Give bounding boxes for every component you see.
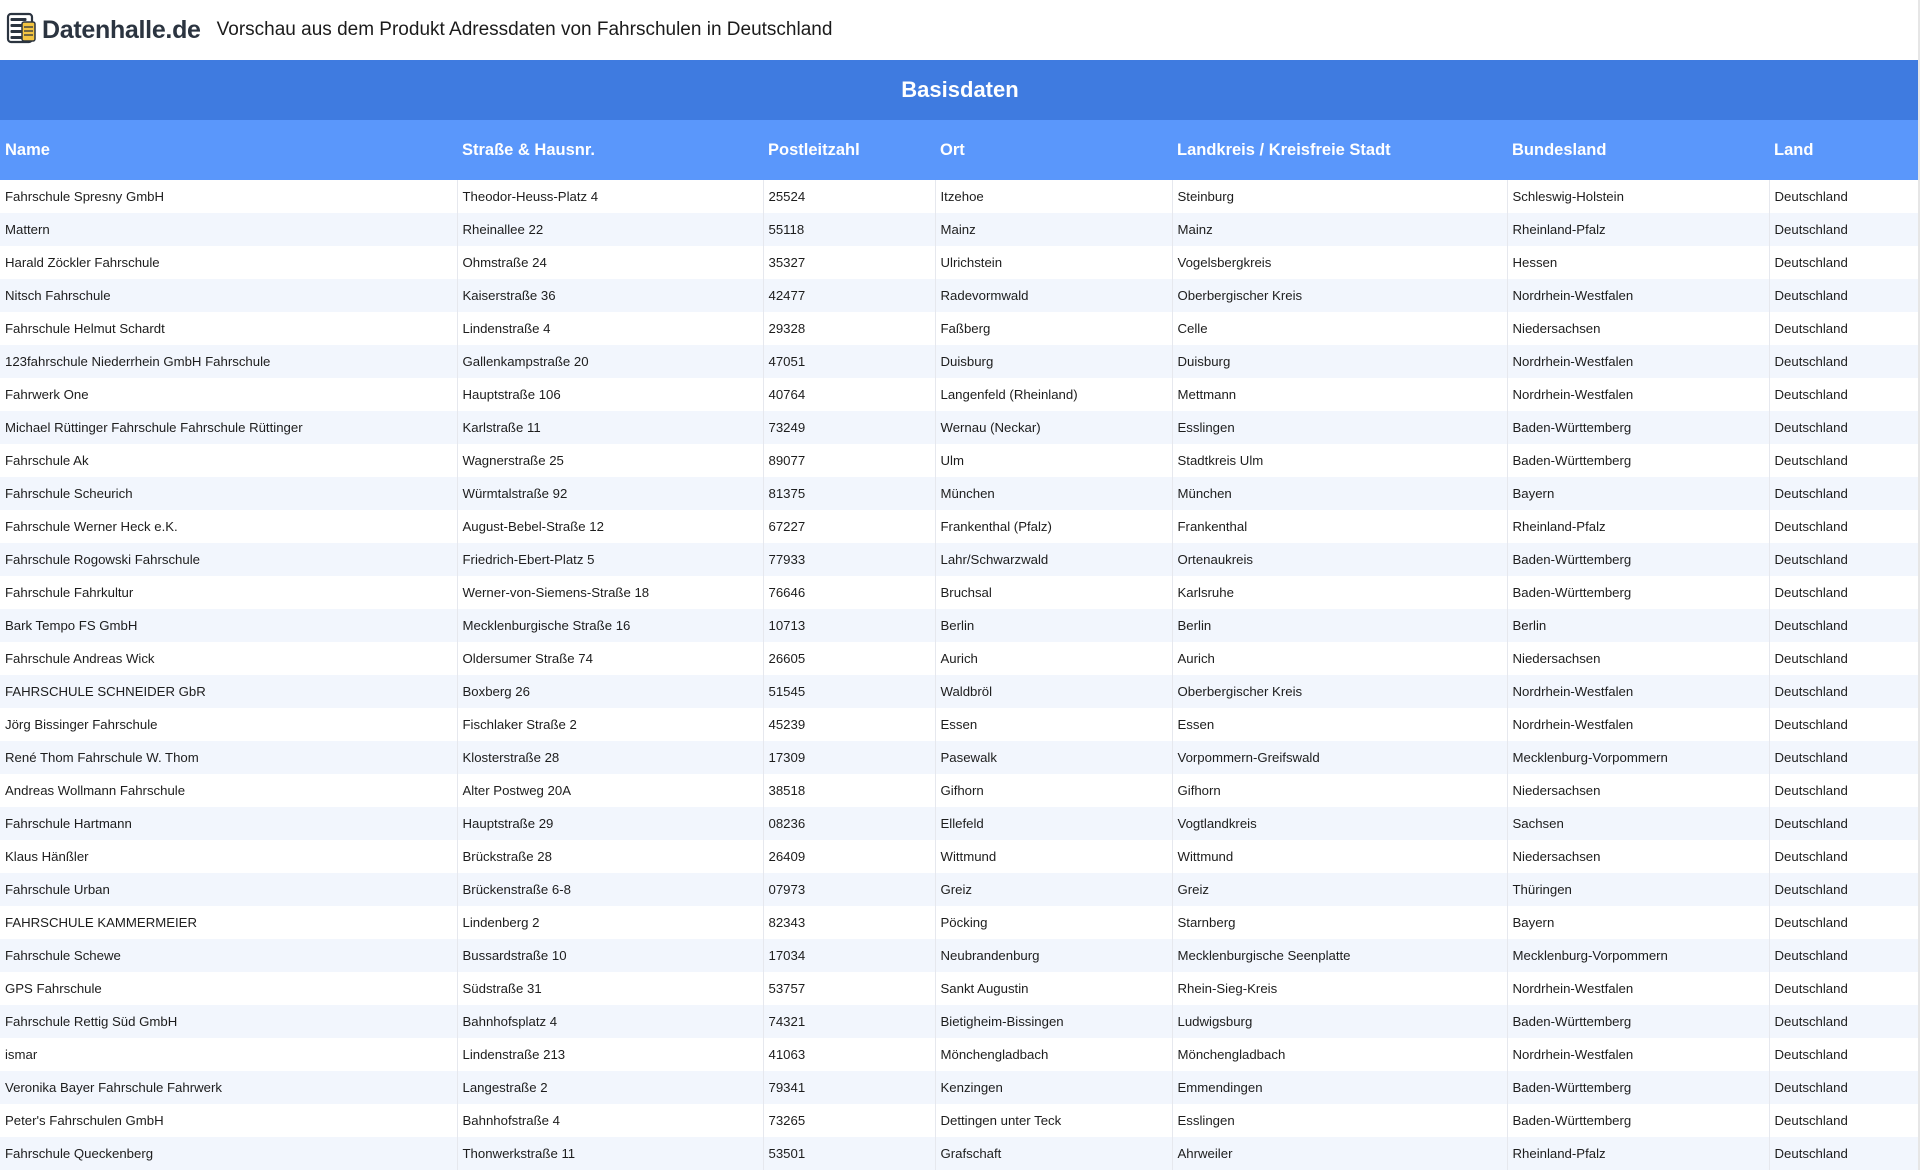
- street-cell: Bahnhofstraße 4: [457, 1104, 763, 1137]
- postcode-cell: 38518: [763, 774, 935, 807]
- name-cell: Andreas Wollmann Fahrschule: [0, 774, 457, 807]
- city-cell: Bruchsal: [935, 576, 1172, 609]
- table-row[interactable]: [0, 1071, 1920, 1104]
- name-cell: Fahrschule Fahrkultur: [0, 576, 457, 609]
- street-cell: Werner-von-Siemens-Straße 18: [457, 576, 763, 609]
- city-cell: Mainz: [935, 213, 1172, 246]
- street-cell: Friedrich-Ebert-Platz 5: [457, 543, 763, 576]
- postcode-cell: 40764: [763, 378, 935, 411]
- street-cell: August-Bebel-Straße 12: [457, 510, 763, 543]
- city-cell: Frankenthal (Pfalz): [935, 510, 1172, 543]
- table-row[interactable]: [0, 906, 1920, 939]
- street-cell: Lindenstraße 4: [457, 312, 763, 345]
- country-cell: Deutschland: [1769, 444, 1920, 477]
- city-cell: Gifhorn: [935, 774, 1172, 807]
- name-cell: Fahrschule Andreas Wick: [0, 642, 457, 675]
- column-header[interactable]: Ort: [935, 120, 1172, 180]
- city-cell: Ulm: [935, 444, 1172, 477]
- street-cell: Fischlaker Straße 2: [457, 708, 763, 741]
- district-cell: Stadtkreis Ulm: [1172, 444, 1507, 477]
- city-cell: Neubrandenburg: [935, 939, 1172, 972]
- postcode-cell: 10713: [763, 609, 935, 642]
- name-cell: Bark Tempo FS GmbH: [0, 609, 457, 642]
- country-cell: Deutschland: [1769, 642, 1920, 675]
- postcode-cell: 41063: [763, 1038, 935, 1071]
- district-cell: Oberbergischer Kreis: [1172, 279, 1507, 312]
- country-cell: Deutschland: [1769, 345, 1920, 378]
- top-bar: [0, 0, 1920, 60]
- district-cell: Steinburg: [1172, 180, 1507, 213]
- city-cell: Bietigheim-Bissingen: [935, 1005, 1172, 1038]
- district-cell: Berlin: [1172, 609, 1507, 642]
- country-cell: Deutschland: [1769, 609, 1920, 642]
- country-cell: Deutschland: [1769, 213, 1920, 246]
- postcode-cell: 26409: [763, 840, 935, 873]
- state-cell: Bayern: [1507, 477, 1769, 510]
- postcode-cell: 53757: [763, 972, 935, 1005]
- district-cell: Wittmund: [1172, 840, 1507, 873]
- city-cell: Faßberg: [935, 312, 1172, 345]
- table-row[interactable]: [0, 807, 1920, 840]
- table-row[interactable]: [0, 1038, 1920, 1071]
- name-cell: Fahrschule Ak: [0, 444, 457, 477]
- column-header[interactable]: Land: [1769, 120, 1920, 180]
- postcode-cell: 17034: [763, 939, 935, 972]
- city-cell: Pasewalk: [935, 741, 1172, 774]
- state-cell: Nordrhein-Westfalen: [1507, 279, 1769, 312]
- country-cell: Deutschland: [1769, 477, 1920, 510]
- table-row[interactable]: [0, 741, 1920, 774]
- district-cell: Frankenthal: [1172, 510, 1507, 543]
- state-cell: Berlin: [1507, 609, 1769, 642]
- city-cell: Ulrichstein: [935, 246, 1172, 279]
- street-cell: Bahnhofsplatz 4: [457, 1005, 763, 1038]
- state-cell: Rheinland-Pfalz: [1507, 213, 1769, 246]
- state-cell: Rheinland-Pfalz: [1507, 1137, 1769, 1170]
- city-cell: Waldbröl: [935, 675, 1172, 708]
- postcode-cell: 25524: [763, 180, 935, 213]
- name-cell: Fahrschule Helmut Schardt: [0, 312, 457, 345]
- city-cell: Ellefeld: [935, 807, 1172, 840]
- name-cell: Fahrschule Spresny GmbH: [0, 180, 457, 213]
- name-cell: ismar: [0, 1038, 457, 1071]
- table-row[interactable]: [0, 774, 1920, 807]
- country-cell: Deutschland: [1769, 312, 1920, 345]
- city-cell: Greiz: [935, 873, 1172, 906]
- postcode-cell: 26605: [763, 642, 935, 675]
- postcode-cell: 82343: [763, 906, 935, 939]
- city-cell: Pöcking: [935, 906, 1172, 939]
- state-cell: Hessen: [1507, 246, 1769, 279]
- country-cell: Deutschland: [1769, 906, 1920, 939]
- country-cell: Deutschland: [1769, 246, 1920, 279]
- name-cell: Fahrschule Rettig Süd GmbH: [0, 1005, 457, 1038]
- district-cell: Oberbergischer Kreis: [1172, 675, 1507, 708]
- city-cell: Berlin: [935, 609, 1172, 642]
- table-row[interactable]: [0, 1005, 1920, 1038]
- table-row[interactable]: [0, 444, 1920, 477]
- street-cell: Südstraße 31: [457, 972, 763, 1005]
- state-cell: Nordrhein-Westfalen: [1507, 1038, 1769, 1071]
- state-cell: Niedersachsen: [1507, 642, 1769, 675]
- state-cell: Baden-Württemberg: [1507, 411, 1769, 444]
- country-cell: Deutschland: [1769, 840, 1920, 873]
- name-cell: Veronika Bayer Fahrschule Fahrwerk: [0, 1071, 457, 1104]
- name-cell: Fahrschule Werner Heck e.K.: [0, 510, 457, 543]
- district-cell: Mönchengladbach: [1172, 1038, 1507, 1071]
- table-row[interactable]: [0, 510, 1920, 543]
- section-header-basisdaten: Basisdaten: [0, 60, 1920, 120]
- postcode-cell: 73249: [763, 411, 935, 444]
- district-cell: Esslingen: [1172, 411, 1507, 444]
- state-cell: Nordrhein-Westfalen: [1507, 972, 1769, 1005]
- state-cell: Mecklenburg-Vorpommern: [1507, 939, 1769, 972]
- postcode-cell: 73265: [763, 1104, 935, 1137]
- city-cell: Itzehoe: [935, 180, 1172, 213]
- street-cell: Karlstraße 11: [457, 411, 763, 444]
- table-row[interactable]: [0, 642, 1920, 675]
- table-row[interactable]: [0, 609, 1920, 642]
- country-cell: Deutschland: [1769, 510, 1920, 543]
- postcode-cell: 47051: [763, 345, 935, 378]
- state-cell: Baden-Württemberg: [1507, 543, 1769, 576]
- name-cell: René Thom Fahrschule W. Thom: [0, 741, 457, 774]
- state-cell: Sachsen: [1507, 807, 1769, 840]
- name-cell: FAHRSCHULE KAMMERMEIER: [0, 906, 457, 939]
- state-cell: Nordrhein-Westfalen: [1507, 378, 1769, 411]
- data-table-container: [0, 60, 1920, 1170]
- city-cell: München: [935, 477, 1172, 510]
- datenhalle-logo-link[interactable]: [6, 11, 201, 50]
- table-row[interactable]: [0, 675, 1920, 708]
- postcode-cell: 29328: [763, 312, 935, 345]
- country-cell: Deutschland: [1769, 576, 1920, 609]
- state-cell: Bayern: [1507, 906, 1769, 939]
- table-row[interactable]: [0, 972, 1920, 1005]
- state-cell: Rheinland-Pfalz: [1507, 510, 1769, 543]
- country-cell: Deutschland: [1769, 708, 1920, 741]
- city-cell: Dettingen unter Teck: [935, 1104, 1172, 1137]
- table-row[interactable]: [0, 873, 1920, 906]
- street-cell: Langestraße 2: [457, 1071, 763, 1104]
- district-cell: Ludwigsburg: [1172, 1005, 1507, 1038]
- state-cell: Niedersachsen: [1507, 774, 1769, 807]
- table-row[interactable]: [0, 180, 1920, 213]
- district-cell: Greiz: [1172, 873, 1507, 906]
- name-cell: Fahrschule Schewe: [0, 939, 457, 972]
- country-cell: Deutschland: [1769, 972, 1920, 1005]
- state-cell: Nordrhein-Westfalen: [1507, 675, 1769, 708]
- postcode-cell: 08236: [763, 807, 935, 840]
- district-cell: Duisburg: [1172, 345, 1507, 378]
- name-cell: Fahrwerk One: [0, 378, 457, 411]
- district-cell: Mecklenburgische Seenplatte: [1172, 939, 1507, 972]
- country-cell: Deutschland: [1769, 1071, 1920, 1104]
- postcode-cell: 17309: [763, 741, 935, 774]
- street-cell: Boxberg 26: [457, 675, 763, 708]
- country-cell: Deutschland: [1769, 1137, 1920, 1170]
- city-cell: Grafschaft: [935, 1137, 1172, 1170]
- name-cell: Fahrschule Queckenberg: [0, 1137, 457, 1170]
- postcode-cell: 42477: [763, 279, 935, 312]
- name-cell: GPS Fahrschule: [0, 972, 457, 1005]
- district-cell: Esslingen: [1172, 1104, 1507, 1137]
- country-cell: Deutschland: [1769, 774, 1920, 807]
- name-cell: Fahrschule Rogowski Fahrschule: [0, 543, 457, 576]
- state-cell: Baden-Württemberg: [1507, 444, 1769, 477]
- city-cell: Langenfeld (Rheinland): [935, 378, 1172, 411]
- table-row[interactable]: [0, 477, 1920, 510]
- street-cell: Kaiserstraße 36: [457, 279, 763, 312]
- state-cell: Nordrhein-Westfalen: [1507, 708, 1769, 741]
- street-cell: Hauptstraße 106: [457, 378, 763, 411]
- street-cell: Lindenstraße 213: [457, 1038, 763, 1071]
- postcode-cell: 81375: [763, 477, 935, 510]
- street-cell: Thonwerkstraße 11: [457, 1137, 763, 1170]
- name-cell: Nitsch Fahrschule: [0, 279, 457, 312]
- district-cell: München: [1172, 477, 1507, 510]
- table-header-row: [0, 120, 1920, 180]
- table-row[interactable]: [0, 411, 1920, 444]
- district-cell: Mettmann: [1172, 378, 1507, 411]
- column-header[interactable]: Straße & Hausnr.: [457, 120, 763, 180]
- country-cell: Deutschland: [1769, 180, 1920, 213]
- city-cell: Radevormwald: [935, 279, 1172, 312]
- state-cell: Baden-Württemberg: [1507, 576, 1769, 609]
- city-cell: Wittmund: [935, 840, 1172, 873]
- state-cell: Thüringen: [1507, 873, 1769, 906]
- country-cell: Deutschland: [1769, 378, 1920, 411]
- table-body: [0, 180, 1920, 1170]
- name-cell: FAHRSCHULE SCHNEIDER GbR: [0, 675, 457, 708]
- table-row[interactable]: [0, 279, 1920, 312]
- district-cell: Essen: [1172, 708, 1507, 741]
- table-row[interactable]: [0, 840, 1920, 873]
- table-row[interactable]: [0, 543, 1920, 576]
- name-cell: 123fahrschule Niederrhein GmbH Fahrschule: [0, 345, 457, 378]
- name-cell: Jörg Bissinger Fahrschule: [0, 708, 457, 741]
- state-cell: Mecklenburg-Vorpommern: [1507, 741, 1769, 774]
- table-row[interactable]: [0, 378, 1920, 411]
- city-cell: Kenzingen: [935, 1071, 1172, 1104]
- data-table: [0, 120, 1920, 1170]
- street-cell: Brückstraße 28: [457, 840, 763, 873]
- postcode-cell: 07973: [763, 873, 935, 906]
- country-cell: Deutschland: [1769, 675, 1920, 708]
- district-cell: Vorpommern-Greifswald: [1172, 741, 1507, 774]
- name-cell: Mattern: [0, 213, 457, 246]
- country-cell: Deutschland: [1769, 279, 1920, 312]
- page-title: Vorschau aus dem Produkt Adressdaten von Fahrschulen in Deutschland: [216, 19, 833, 40]
- city-cell: Duisburg: [935, 345, 1172, 378]
- district-cell: Starnberg: [1172, 906, 1507, 939]
- state-cell: Baden-Württemberg: [1507, 1071, 1769, 1104]
- postcode-cell: 55118: [763, 213, 935, 246]
- column-header[interactable]: Landkreis / Kreisfreie Stadt: [1172, 120, 1507, 180]
- state-cell: Niedersachsen: [1507, 312, 1769, 345]
- postcode-cell: 51545: [763, 675, 935, 708]
- table-row[interactable]: [0, 312, 1920, 345]
- city-cell: Essen: [935, 708, 1172, 741]
- street-cell: Gallenkampstraße 20: [457, 345, 763, 378]
- street-cell: Oldersumer Straße 74: [457, 642, 763, 675]
- country-cell: Deutschland: [1769, 807, 1920, 840]
- country-cell: Deutschland: [1769, 411, 1920, 444]
- state-cell: Baden-Württemberg: [1507, 1005, 1769, 1038]
- name-cell: Michael Rüttinger Fahrschule Fahrschule Rüttinger: [0, 411, 457, 444]
- table-row[interactable]: [0, 576, 1920, 609]
- table-row[interactable]: [0, 939, 1920, 972]
- city-cell: Mönchengladbach: [935, 1038, 1172, 1071]
- street-cell: Rheinallee 22: [457, 213, 763, 246]
- name-cell: Fahrschule Scheurich: [0, 477, 457, 510]
- state-cell: Niedersachsen: [1507, 840, 1769, 873]
- country-cell: Deutschland: [1769, 741, 1920, 774]
- city-cell: Lahr/Schwarzwald: [935, 543, 1172, 576]
- country-cell: Deutschland: [1769, 939, 1920, 972]
- column-header[interactable]: Postleitzahl: [763, 120, 935, 180]
- postcode-cell: 77933: [763, 543, 935, 576]
- name-cell: Fahrschule Urban: [0, 873, 457, 906]
- postcode-cell: 67227: [763, 510, 935, 543]
- table-row[interactable]: [0, 246, 1920, 279]
- district-cell: Mainz: [1172, 213, 1507, 246]
- postcode-cell: 89077: [763, 444, 935, 477]
- street-cell: Mecklenburgische Straße 16: [457, 609, 763, 642]
- table-row[interactable]: [0, 213, 1920, 246]
- database-icon: [6, 11, 42, 50]
- country-cell: Deutschland: [1769, 1005, 1920, 1038]
- street-cell: Würmtalstraße 92: [457, 477, 763, 510]
- country-cell: Deutschland: [1769, 873, 1920, 906]
- postcode-cell: 35327: [763, 246, 935, 279]
- district-cell: Ahrweiler: [1172, 1137, 1507, 1170]
- name-cell: Fahrschule Hartmann: [0, 807, 457, 840]
- district-cell: Ortenaukreis: [1172, 543, 1507, 576]
- country-cell: Deutschland: [1769, 1104, 1920, 1137]
- city-cell: Aurich: [935, 642, 1172, 675]
- state-cell: Nordrhein-Westfalen: [1507, 345, 1769, 378]
- street-cell: Hauptstraße 29: [457, 807, 763, 840]
- street-cell: Lindenberg 2: [457, 906, 763, 939]
- district-cell: Karlsruhe: [1172, 576, 1507, 609]
- country-cell: Deutschland: [1769, 543, 1920, 576]
- table-row[interactable]: [0, 708, 1920, 741]
- postcode-cell: 79341: [763, 1071, 935, 1104]
- table-row[interactable]: [0, 1104, 1920, 1137]
- street-cell: Bussardstraße 10: [457, 939, 763, 972]
- postcode-cell: 53501: [763, 1137, 935, 1170]
- name-cell: Harald Zöckler Fahrschule: [0, 246, 457, 279]
- table-row[interactable]: [0, 1137, 1920, 1170]
- city-cell: Wernau (Neckar): [935, 411, 1172, 444]
- street-cell: Wagnerstraße 25: [457, 444, 763, 477]
- state-cell: Baden-Württemberg: [1507, 1104, 1769, 1137]
- name-cell: Peter's Fahrschulen GmbH: [0, 1104, 457, 1137]
- name-cell: Klaus Hänßler: [0, 840, 457, 873]
- district-cell: Aurich: [1172, 642, 1507, 675]
- district-cell: Rhein-Sieg-Kreis: [1172, 972, 1507, 1005]
- logo-text: Datenhalle.de: [42, 15, 201, 44]
- street-cell: Ohmstraße 24: [457, 246, 763, 279]
- street-cell: Brückenstraße 6-8: [457, 873, 763, 906]
- district-cell: Celle: [1172, 312, 1507, 345]
- column-header[interactable]: Name: [0, 120, 457, 180]
- district-cell: Vogtlandkreis: [1172, 807, 1507, 840]
- street-cell: Klosterstraße 28: [457, 741, 763, 774]
- column-header[interactable]: Bundesland: [1507, 120, 1769, 180]
- street-cell: Alter Postweg 20A: [457, 774, 763, 807]
- district-cell: Vogelsbergkreis: [1172, 246, 1507, 279]
- country-cell: Deutschland: [1769, 1038, 1920, 1071]
- city-cell: Sankt Augustin: [935, 972, 1172, 1005]
- postcode-cell: 45239: [763, 708, 935, 741]
- table-row[interactable]: [0, 345, 1920, 378]
- postcode-cell: 76646: [763, 576, 935, 609]
- state-cell: Schleswig-Holstein: [1507, 180, 1769, 213]
- postcode-cell: 74321: [763, 1005, 935, 1038]
- district-cell: Emmendingen: [1172, 1071, 1507, 1104]
- street-cell: Theodor-Heuss-Platz 4: [457, 180, 763, 213]
- district-cell: Gifhorn: [1172, 774, 1507, 807]
